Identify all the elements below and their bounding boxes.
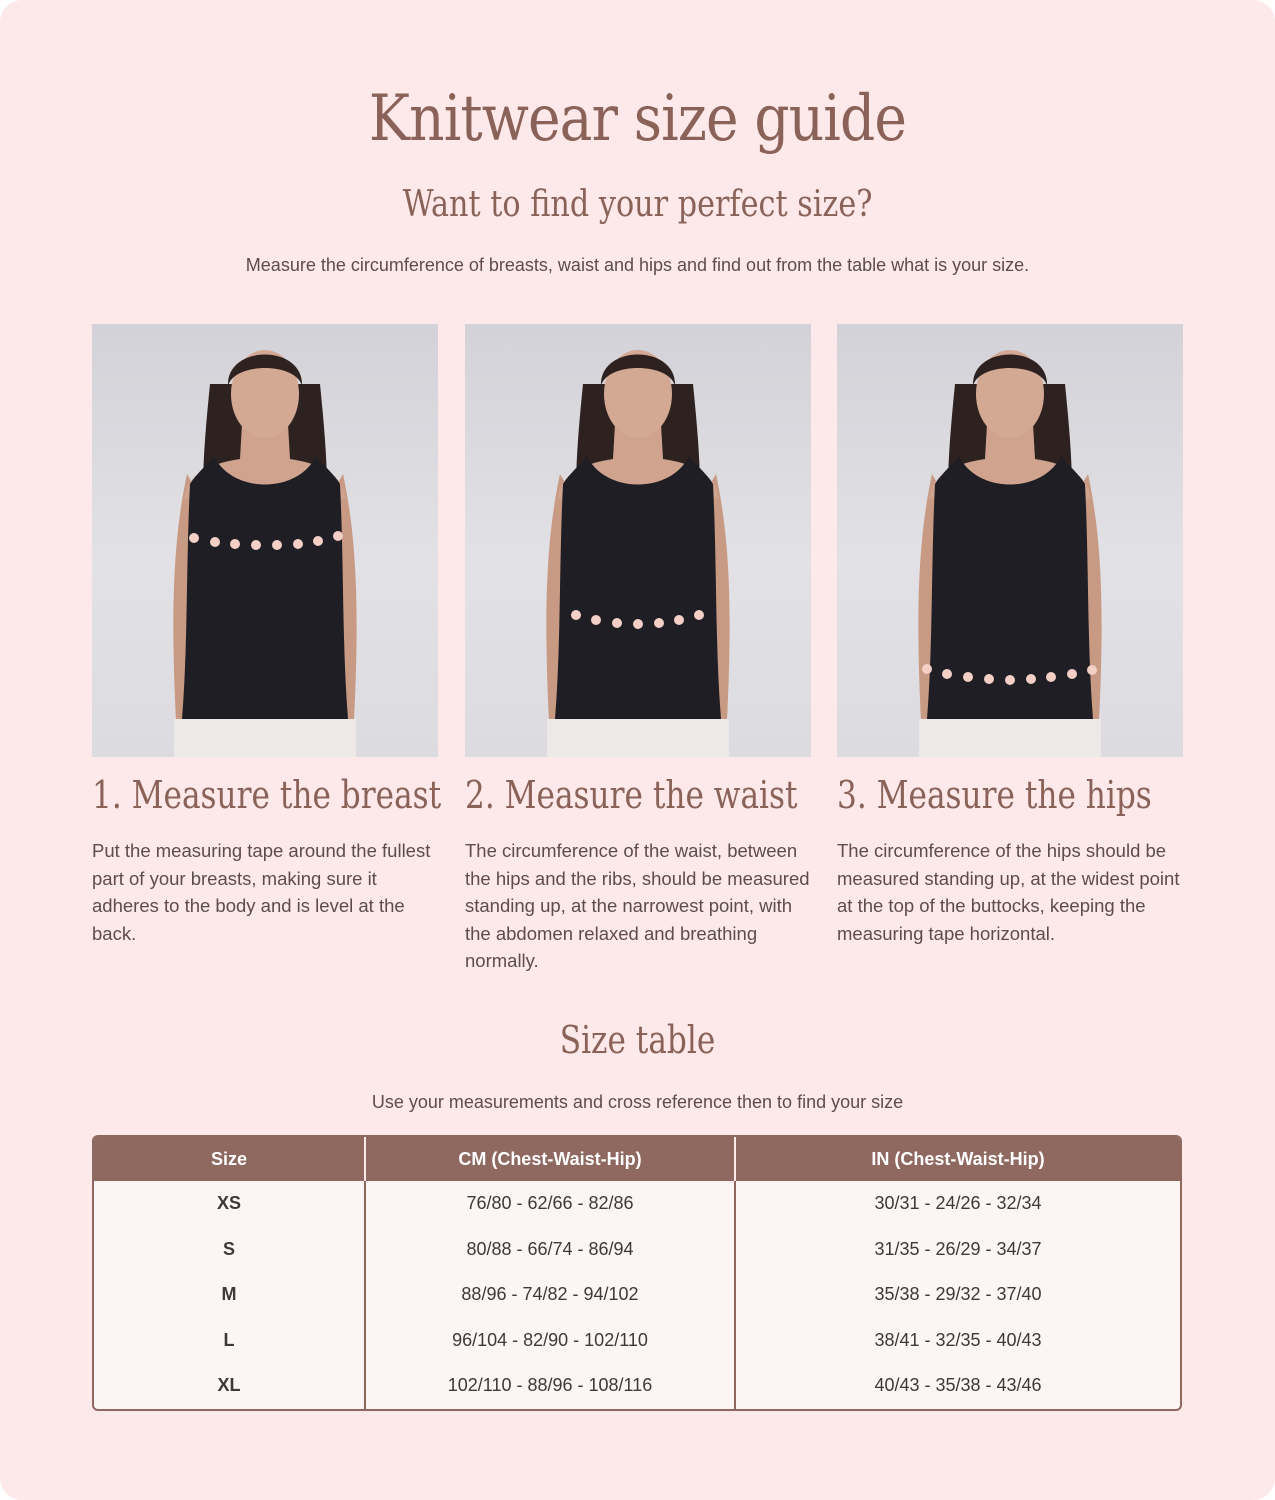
in-cell: 30/31 - 24/26 - 32/34 bbox=[734, 1181, 1180, 1227]
size-cell: XL bbox=[217, 1375, 241, 1396]
in-cell: 40/43 - 35/38 - 43/46 bbox=[734, 1363, 1180, 1409]
table-row bbox=[94, 1318, 1180, 1364]
table-row bbox=[94, 1227, 1180, 1273]
cm-cell: 88/96 - 74/82 - 94/102 bbox=[364, 1272, 734, 1318]
step-title-hips: 3. Measure the hips bbox=[837, 773, 1152, 817]
header-size: Size bbox=[94, 1137, 364, 1181]
model-photo-hips-icon bbox=[837, 324, 1183, 757]
header-cm: CM (Chest-Waist-Hip) bbox=[364, 1137, 734, 1181]
table-row bbox=[94, 1272, 1180, 1318]
step-text-waist: The circumference of the waist, between the hips and the ribs, should be measured standing up, at the narrowest point, with the abdomen relaxed and breathing normally. bbox=[465, 840, 810, 971]
size-cell: M bbox=[221, 1284, 237, 1305]
step-card-hips bbox=[837, 324, 1183, 947]
table-row bbox=[94, 1181, 1180, 1227]
step-text-breast: Put the measuring tape around the fullest part of your breasts, making sure it adheres to the body and is level at the back. bbox=[92, 840, 431, 944]
cm-cell: 76/80 - 62/66 - 82/86 bbox=[364, 1181, 734, 1227]
size-table-title: Size table bbox=[559, 1018, 716, 1062]
model-photo-waist-icon bbox=[465, 324, 811, 757]
table-row bbox=[94, 1363, 1180, 1409]
step-card-waist bbox=[465, 324, 811, 975]
cm-cell: 96/104 - 82/90 - 102/110 bbox=[364, 1318, 734, 1364]
header-in: IN (Chest-Waist-Hip) bbox=[734, 1137, 1180, 1181]
intro-text: Measure the circumference of breasts, waist and hips and find out from the table what is your size. bbox=[245, 255, 1030, 275]
table-header-row bbox=[94, 1137, 1180, 1181]
cm-cell: 80/88 - 66/74 - 86/94 bbox=[364, 1227, 734, 1273]
cm-cell: 102/110 - 88/96 - 108/116 bbox=[364, 1363, 734, 1409]
in-cell: 31/35 - 26/29 - 34/37 bbox=[734, 1227, 1180, 1273]
step-card-breast bbox=[92, 324, 442, 947]
size-table bbox=[92, 1135, 1182, 1411]
in-cell: 35/38 - 29/32 - 37/40 bbox=[734, 1272, 1180, 1318]
size-cell: XS bbox=[216, 1193, 241, 1214]
step-title-breast: 1. Measure the breast bbox=[92, 773, 442, 817]
in-cell: 38/41 - 32/35 - 40/43 bbox=[734, 1318, 1180, 1364]
step-title-waist: 2. Measure the waist bbox=[465, 773, 798, 817]
size-cell: S bbox=[222, 1238, 235, 1259]
step-text-hips: The circumference of the hips should be measured standing up, at the widest point at the top of the buttocks, keeping the measuring tape horizontal. bbox=[837, 840, 1180, 944]
model-photo-breast-icon bbox=[92, 324, 438, 757]
page-subtitle: Want to find your perfect size? bbox=[402, 184, 873, 225]
page-title: Knitwear size guide bbox=[368, 82, 907, 156]
size-table-subtitle: Use your measurements and cross reference then to find your size bbox=[371, 1092, 904, 1112]
size-cell: L bbox=[223, 1329, 235, 1350]
